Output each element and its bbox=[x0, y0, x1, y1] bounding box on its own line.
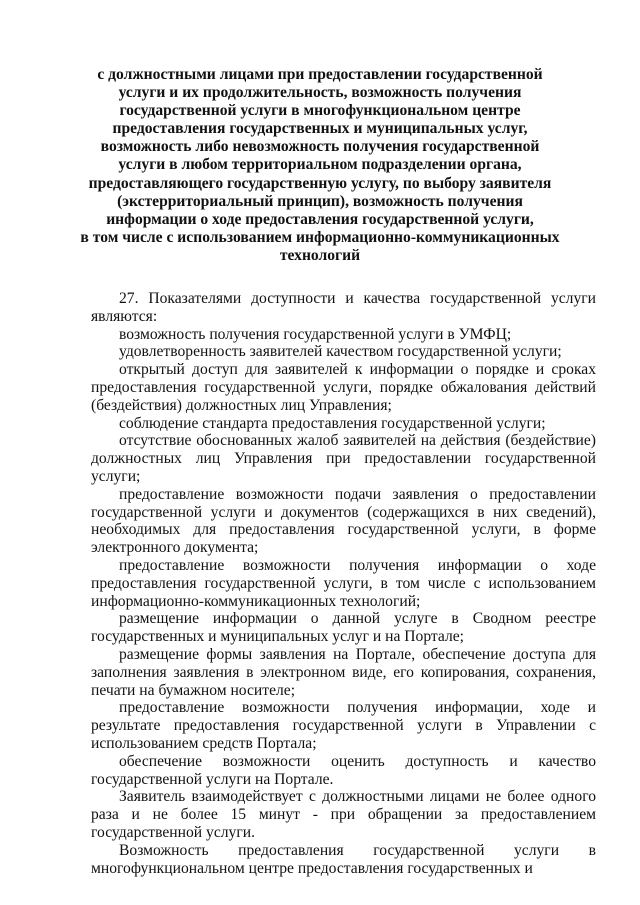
heading-line: предоставления государственных и муниципальных услуг, bbox=[112, 120, 528, 138]
paragraph: размещение информации о данной услуге в Сводном реестре государственных и муниципальных услуг и на Портале; bbox=[91, 610, 596, 646]
heading-line: технологий bbox=[279, 246, 361, 264]
section-heading bbox=[70, 66, 570, 265]
paragraph: Возможность предоставления государственной услуги в многофункциональном центре предоставления государственных и bbox=[91, 841, 596, 877]
paragraph: соблюдение стандарта предоставления государственной услуги; bbox=[119, 414, 546, 432]
paragraph: предоставление возможности подачи заявления о предоставлении государственной услуги и документов (содержащихся в них сведений), необходимых для предоставления государственной услуги, в форме электронного документа; bbox=[91, 485, 596, 557]
paragraph: Заявитель взаимодействует с должностными лицами не более одного раза и не более 15 минут - при обращении за предоставлением государственной услуги. bbox=[91, 788, 596, 841]
heading-line: предоставляющего государственную услугу, по выбору заявителя bbox=[88, 174, 552, 192]
paragraph-item-27: 27. Показателями доступности и качества государственной услуги являются: bbox=[91, 290, 596, 325]
heading-line: государственной услуги в многофункциональном центре bbox=[119, 102, 521, 120]
heading-line: возможность либо невозможность получения государственной bbox=[100, 138, 540, 156]
heading-line: в том числе с использованием информационно-коммуникационных bbox=[80, 228, 560, 246]
paragraph: отсутствие обоснованных жалоб заявителей на действия (бездействие) должностных лиц Управления при предоставлении государственной услуги; bbox=[91, 432, 596, 485]
paragraph: предоставление возможности получения информации, ходе и результате предоставления государственной услуги в Управлении с использованием средств Портала; bbox=[91, 699, 596, 752]
paragraph: размещение формы заявления на Портале, обеспечение доступа для заполнения заявления в электронном виде, его копирования, сохранения, печати на бумажном носителе; bbox=[91, 645, 596, 699]
paragraph: предоставление возможности получения информации о ходе предоставления государственной услуги, в том числе с использованием информационно-коммуникационных технологий; bbox=[91, 556, 596, 610]
body-text bbox=[91, 290, 596, 877]
heading-line: услуги в любом территориальном подразделении органа, bbox=[118, 156, 522, 174]
paragraph: открытый доступ для заявителей к информации о порядке и сроках предоставления государственной услуги, порядке обжалования действий (бездействия) должностных лиц Управления; bbox=[91, 361, 596, 414]
heading-line: информации о ходе предоставления государственной услуги, bbox=[106, 210, 534, 228]
paragraph: удовлетворенность заявителей качеством государственной услуги; bbox=[119, 343, 562, 361]
heading-line: услуги и их продолжительность, возможность получения bbox=[118, 84, 522, 102]
paragraph: возможность получения государственной услуги в УМФЦ; bbox=[119, 325, 512, 343]
heading-line: (экстерриториальный принцип), возможность получения bbox=[117, 192, 523, 210]
heading-line: с должностными лицами при предоставлении государственной bbox=[97, 66, 543, 83]
paragraph: обеспечение возможности оценить доступность и качество государственной услуги на Портале. bbox=[91, 752, 596, 788]
